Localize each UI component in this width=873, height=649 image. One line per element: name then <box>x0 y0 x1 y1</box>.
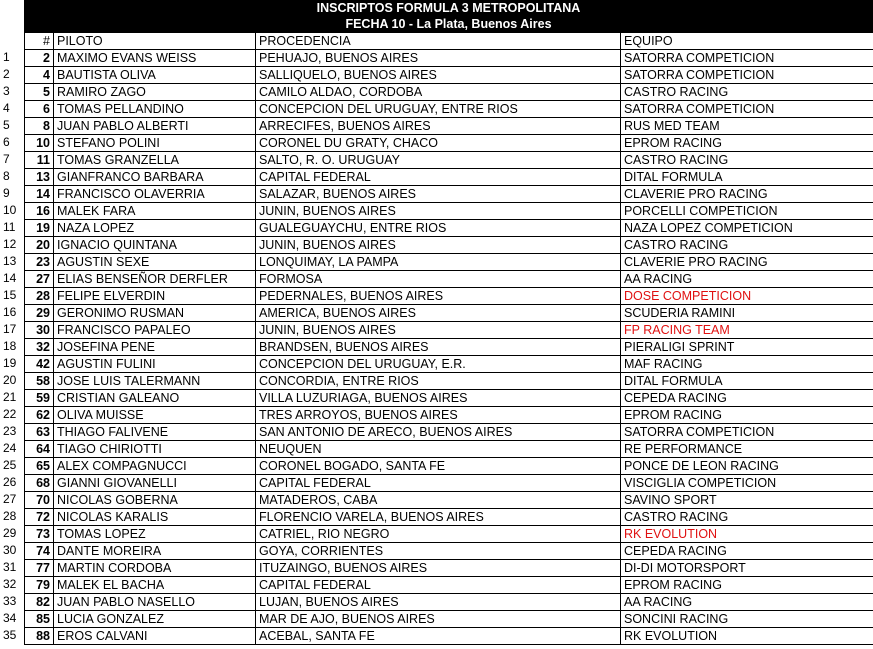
row-number: 10 <box>3 203 17 217</box>
car-number-cell: 6 <box>25 101 54 118</box>
car-number-cell: 13 <box>25 169 54 186</box>
origin-cell: AMERICA, BUENOS AIRES <box>256 305 621 322</box>
row-number: 9 <box>3 186 10 200</box>
team-cell: CASTRO RACING <box>621 152 873 169</box>
car-number-cell: 5 <box>25 84 54 101</box>
driver-name-cell: GERONIMO RUSMAN <box>54 305 256 322</box>
table-row <box>25 526 873 543</box>
row-number: 29 <box>3 526 17 540</box>
origin-cell: CAMILO ALDAO, CORDOBA <box>256 84 621 101</box>
driver-name-cell: FRANCISCO OLAVERRIA <box>54 186 256 203</box>
car-number-cell: 23 <box>25 254 54 271</box>
driver-name-cell: JUAN PABLO ALBERTI <box>54 118 256 135</box>
car-number-cell: 10 <box>25 135 54 152</box>
car-number-cell: 74 <box>25 543 54 560</box>
origin-cell: SAN ANTONIO DE ARECO, BUENOS AIRES <box>256 424 621 441</box>
car-number-cell: 4 <box>25 67 54 84</box>
team-cell: DOSE COMPETICION <box>621 288 873 305</box>
row-number: 35 <box>3 628 17 642</box>
driver-name-cell: FRANCISCO PAPALEO <box>54 322 256 339</box>
column-header-piloto: PILOTO <box>54 33 256 50</box>
team-cell: DI-DI MOTORSPORT <box>621 560 873 577</box>
team-cell: RUS MED TEAM <box>621 118 873 135</box>
car-number-cell: 19 <box>25 220 54 237</box>
team-cell: CLAVERIE PRO RACING <box>621 254 873 271</box>
origin-cell: SALTO, R. O. URUGUAY <box>256 152 621 169</box>
driver-name-cell: NICOLAS KARALIS <box>54 509 256 526</box>
sheet-header <box>24 0 873 32</box>
driver-name-cell: DANTE MOREIRA <box>54 543 256 560</box>
team-cell: SCUDERIA RAMINI <box>621 305 873 322</box>
row-number: 2 <box>3 67 10 81</box>
column-header-number: # <box>25 33 54 50</box>
origin-cell: CORONEL DU GRATY, CHACO <box>256 135 621 152</box>
origin-cell: CAPITAL FEDERAL <box>256 169 621 186</box>
driver-name-cell: AGUSTIN FULINI <box>54 356 256 373</box>
car-number-cell: 27 <box>25 271 54 288</box>
car-number-cell: 28 <box>25 288 54 305</box>
team-cell: AA RACING <box>621 594 873 611</box>
origin-cell: FLORENCIO VARELA, BUENOS AIRES <box>256 509 621 526</box>
team-cell: SATORRA COMPETICION <box>621 101 873 118</box>
car-number-cell: 29 <box>25 305 54 322</box>
table-row <box>25 492 873 509</box>
row-number: 28 <box>3 509 17 523</box>
table-row <box>25 594 873 611</box>
table-row <box>25 356 873 373</box>
driver-name-cell: JOSEFINA PENE <box>54 339 256 356</box>
car-number-cell: 8 <box>25 118 54 135</box>
driver-name-cell: FELIPE ELVERDIN <box>54 288 256 305</box>
table-row <box>25 305 873 322</box>
table-row <box>25 101 873 118</box>
team-cell: DITAL FORMULA <box>621 169 873 186</box>
row-number: 3 <box>3 84 10 98</box>
car-number-cell: 64 <box>25 441 54 458</box>
team-cell: PIERALIGI SPRINT <box>621 339 873 356</box>
row-number: 17 <box>3 322 17 336</box>
driver-name-cell: BAUTISTA OLIVA <box>54 67 256 84</box>
origin-cell: CAPITAL FEDERAL <box>256 577 621 594</box>
team-cell: VISCIGLIA COMPETICION <box>621 475 873 492</box>
table-row <box>25 611 873 628</box>
table-row <box>25 67 873 84</box>
row-number: 7 <box>3 152 10 166</box>
team-cell: CASTRO RACING <box>621 237 873 254</box>
team-cell: CASTRO RACING <box>621 84 873 101</box>
origin-cell: ITUZAINGO, BUENOS AIRES <box>256 560 621 577</box>
row-number: 19 <box>3 356 17 370</box>
row-number: 24 <box>3 441 17 455</box>
driver-name-cell: CRISTIAN GALEANO <box>54 390 256 407</box>
team-cell: CASTRO RACING <box>621 509 873 526</box>
team-cell: MAF RACING <box>621 356 873 373</box>
team-cell: FP RACING TEAM <box>621 322 873 339</box>
table-row <box>25 373 873 390</box>
row-number: 30 <box>3 543 17 557</box>
row-number: 15 <box>3 288 17 302</box>
row-number: 18 <box>3 339 17 353</box>
row-number: 20 <box>3 373 17 387</box>
car-number-cell: 77 <box>25 560 54 577</box>
row-number: 23 <box>3 424 17 438</box>
origin-cell: CONCORDIA, ENTRE RIOS <box>256 373 621 390</box>
team-cell: PORCELLI COMPETICION <box>621 203 873 220</box>
origin-cell: SALLIQUELO, BUENOS AIRES <box>256 67 621 84</box>
table-row <box>25 288 873 305</box>
team-cell: EPROM RACING <box>621 407 873 424</box>
team-cell: RE PERFORMANCE <box>621 441 873 458</box>
driver-name-cell: LUCIA GONZALEZ <box>54 611 256 628</box>
team-cell: SAVINO SPORT <box>621 492 873 509</box>
team-cell: EPROM RACING <box>621 135 873 152</box>
table-header-row <box>25 33 873 50</box>
driver-name-cell: JOSE LUIS TALERMANN <box>54 373 256 390</box>
origin-cell: SALAZAR, BUENOS AIRES <box>256 186 621 203</box>
origin-cell: ARRECIFES, BUENOS AIRES <box>256 118 621 135</box>
row-number: 32 <box>3 577 17 591</box>
table-row <box>25 169 873 186</box>
table-row <box>25 577 873 594</box>
car-number-cell: 32 <box>25 339 54 356</box>
team-cell: AA RACING <box>621 271 873 288</box>
table-row <box>25 560 873 577</box>
table-row <box>25 186 873 203</box>
car-number-cell: 82 <box>25 594 54 611</box>
driver-name-cell: AGUSTIN SEXE <box>54 254 256 271</box>
team-cell: SATORRA COMPETICION <box>621 424 873 441</box>
driver-name-cell: GIANFRANCO BARBARA <box>54 169 256 186</box>
column-header-procedencia: PROCEDENCIA <box>256 33 621 50</box>
origin-cell: NEUQUEN <box>256 441 621 458</box>
table-row <box>25 50 873 67</box>
driver-name-cell: MAXIMO EVANS WEISS <box>54 50 256 67</box>
table-row <box>25 407 873 424</box>
entries-table <box>24 32 873 645</box>
driver-name-cell: OLIVA MUISSE <box>54 407 256 424</box>
table-row <box>25 118 873 135</box>
row-number: 6 <box>3 135 10 149</box>
table-row <box>25 390 873 407</box>
sheet-subtitle: FECHA 10 - La Plata, Buenos Aires <box>345 17 552 31</box>
team-cell: SATORRA COMPETICION <box>621 50 873 67</box>
car-number-cell: 85 <box>25 611 54 628</box>
row-number: 5 <box>3 118 10 132</box>
car-number-cell: 65 <box>25 458 54 475</box>
table-row <box>25 237 873 254</box>
origin-cell: JUNIN, BUENOS AIRES <box>256 237 621 254</box>
car-number-cell: 30 <box>25 322 54 339</box>
origin-cell: CORONEL BOGADO, SANTA FE <box>256 458 621 475</box>
origin-cell: JUNIN, BUENOS AIRES <box>256 203 621 220</box>
row-number: 4 <box>3 101 10 115</box>
origin-cell: GUALEGUAYCHU, ENTRE RIOS <box>256 220 621 237</box>
team-cell: SATORRA COMPETICION <box>621 67 873 84</box>
team-cell: EPROM RACING <box>621 577 873 594</box>
origin-cell: PEHUAJO, BUENOS AIRES <box>256 50 621 67</box>
origin-cell: CONCEPCION DEL URUGUAY, E.R. <box>256 356 621 373</box>
car-number-cell: 16 <box>25 203 54 220</box>
car-number-cell: 11 <box>25 152 54 169</box>
car-number-cell: 58 <box>25 373 54 390</box>
car-number-cell: 20 <box>25 237 54 254</box>
driver-name-cell: MARTIN CORDOBA <box>54 560 256 577</box>
table-row <box>25 441 873 458</box>
car-number-cell: 72 <box>25 509 54 526</box>
car-number-cell: 88 <box>25 628 54 645</box>
table-body <box>25 50 873 645</box>
table-row <box>25 509 873 526</box>
team-cell: RK EVOLUTION <box>621 628 873 645</box>
team-cell: CLAVERIE PRO RACING <box>621 186 873 203</box>
row-numbers-column <box>0 49 22 644</box>
origin-cell: CONCEPCION DEL URUGUAY, ENTRE RIOS <box>256 101 621 118</box>
row-number: 16 <box>3 305 17 319</box>
driver-name-cell: JUAN PABLO NASELLO <box>54 594 256 611</box>
row-number: 25 <box>3 458 17 472</box>
row-number: 31 <box>3 560 17 574</box>
team-cell: CEPEDA RACING <box>621 390 873 407</box>
table-row <box>25 424 873 441</box>
driver-name-cell: ALEX COMPAGNUCCI <box>54 458 256 475</box>
driver-name-cell: NICOLAS GOBERNA <box>54 492 256 509</box>
row-number: 34 <box>3 611 17 625</box>
driver-name-cell: STEFANO POLINI <box>54 135 256 152</box>
origin-cell: JUNIN, BUENOS AIRES <box>256 322 621 339</box>
table-row <box>25 220 873 237</box>
origin-cell: LONQUIMAY, LA PAMPA <box>256 254 621 271</box>
team-cell: NAZA LOPEZ COMPETICION <box>621 220 873 237</box>
car-number-cell: 79 <box>25 577 54 594</box>
row-number: 13 <box>3 254 17 268</box>
team-cell: SONCINI RACING <box>621 611 873 628</box>
table-row <box>25 135 873 152</box>
driver-name-cell: TIAGO CHIRIOTTI <box>54 441 256 458</box>
origin-cell: PEDERNALES, BUENOS AIRES <box>256 288 621 305</box>
driver-name-cell: MALEK FARA <box>54 203 256 220</box>
table-row <box>25 203 873 220</box>
driver-name-cell: EROS CALVANI <box>54 628 256 645</box>
sheet-title: INSCRIPTOS FORMULA 3 METROPOLITANA <box>316 1 581 15</box>
car-number-cell: 14 <box>25 186 54 203</box>
driver-name-cell: NAZA LOPEZ <box>54 220 256 237</box>
car-number-cell: 70 <box>25 492 54 509</box>
origin-cell: GOYA, CORRIENTES <box>256 543 621 560</box>
driver-name-cell: RAMIRO ZAGO <box>54 84 256 101</box>
driver-name-cell: TOMAS GRANZELLA <box>54 152 256 169</box>
origin-cell: FORMOSA <box>256 271 621 288</box>
table-row <box>25 628 873 645</box>
row-number: 12 <box>3 237 17 251</box>
car-number-cell: 63 <box>25 424 54 441</box>
driver-name-cell: THIAGO FALIVENE <box>54 424 256 441</box>
origin-cell: CAPITAL FEDERAL <box>256 475 621 492</box>
row-number: 11 <box>3 220 16 234</box>
car-number-cell: 42 <box>25 356 54 373</box>
driver-name-cell: TOMAS PELLANDINO <box>54 101 256 118</box>
row-number: 8 <box>3 169 10 183</box>
table-row <box>25 458 873 475</box>
team-cell: CEPEDA RACING <box>621 543 873 560</box>
car-number-cell: 68 <box>25 475 54 492</box>
row-number: 22 <box>3 407 17 421</box>
origin-cell: BRANDSEN, BUENOS AIRES <box>256 339 621 356</box>
driver-name-cell: MALEK EL BACHA <box>54 577 256 594</box>
car-number-cell: 62 <box>25 407 54 424</box>
team-cell: PONCE DE LEON RACING <box>621 458 873 475</box>
column-header-equipo: EQUIPO <box>621 33 873 50</box>
table-row <box>25 475 873 492</box>
origin-cell: LUJAN, BUENOS AIRES <box>256 594 621 611</box>
row-number: 27 <box>3 492 17 506</box>
table-row <box>25 322 873 339</box>
table-row <box>25 152 873 169</box>
row-number: 26 <box>3 475 17 489</box>
origin-cell: MATADEROS, CABA <box>256 492 621 509</box>
row-number: 21 <box>3 390 17 404</box>
car-number-cell: 2 <box>25 50 54 67</box>
origin-cell: CATRIEL, RIO NEGRO <box>256 526 621 543</box>
driver-name-cell: ELIAS BENSEÑOR DERFLER <box>54 271 256 288</box>
origin-cell: VILLA LUZURIAGA, BUENOS AIRES <box>256 390 621 407</box>
car-number-cell: 59 <box>25 390 54 407</box>
table-row <box>25 254 873 271</box>
driver-name-cell: TOMAS LOPEZ <box>54 526 256 543</box>
row-number: 14 <box>3 271 17 285</box>
table-row <box>25 271 873 288</box>
table-row <box>25 339 873 356</box>
table-row <box>25 543 873 560</box>
driver-name-cell: IGNACIO QUINTANA <box>54 237 256 254</box>
table-row <box>25 84 873 101</box>
row-number: 1 <box>3 50 10 64</box>
origin-cell: TRES ARROYOS, BUENOS AIRES <box>256 407 621 424</box>
origin-cell: MAR DE AJO, BUENOS AIRES <box>256 611 621 628</box>
team-cell: RK EVOLUTION <box>621 526 873 543</box>
row-number: 33 <box>3 594 17 608</box>
team-cell: DITAL FORMULA <box>621 373 873 390</box>
car-number-cell: 73 <box>25 526 54 543</box>
origin-cell: ACEBAL, SANTA FE <box>256 628 621 645</box>
driver-name-cell: GIANNI GIOVANELLI <box>54 475 256 492</box>
